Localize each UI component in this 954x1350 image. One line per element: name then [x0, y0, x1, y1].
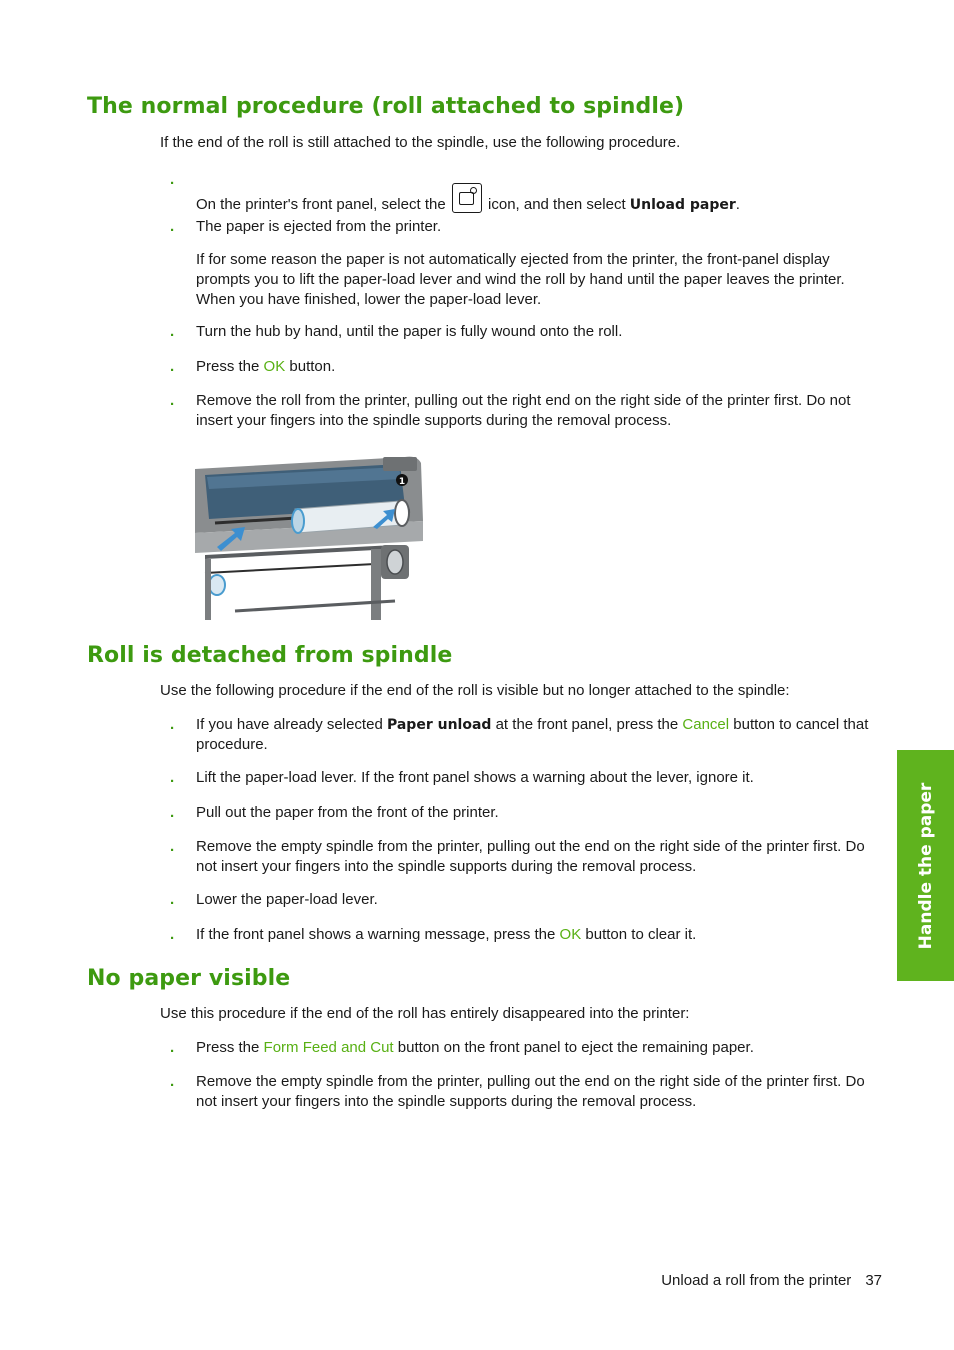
step-detached-6: . If the front panel shows a warning message, press the OK button to clear it. — [170, 926, 697, 943]
form-feed-and-cut-label: Form Feed and Cut — [263, 1039, 394, 1056]
step-normal-5 — [170, 391, 885, 431]
step-nopaper-1: . Press the Form Feed and Cut button on the front panel to eject the remaining paper. — [170, 1039, 754, 1056]
bullet: . — [170, 838, 175, 855]
step-detached-1: . If you have already selected Paper unload at the front panel, press the Cancel button to cancel that procedure. — [170, 716, 869, 753]
step-text: icon, and then select — [488, 196, 626, 213]
step-detached-5 — [170, 890, 885, 910]
step-normal-4: . Press the OK button. — [170, 358, 336, 375]
ok-button-label: OK — [263, 358, 286, 375]
chapter-side-tab[interactable] — [897, 750, 954, 981]
step-note-text: If for some reason the paper is not automatically ejected from the printer, the front-panel display prompts you to lift the paper-load lever and wind the roll by hand until the paper leaves the printer. When you have finished, lower the paper-load lever. — [196, 251, 845, 308]
ok-button-label: OK — [559, 926, 582, 943]
step-text: Turn the hub by hand, until the paper is fully wound onto the roll. — [196, 323, 623, 340]
step-text: The paper is ejected from the printer. — [196, 218, 442, 235]
footer-title: Unload a roll from the printer — [661, 1272, 852, 1289]
intro-no-paper: Use this procedure if the end of the roll has entirely disappeared into the printer: — [160, 1005, 690, 1022]
printer-roll-removal-illustration — [195, 449, 427, 620]
step-text: Remove the roll from the printer, pulling out the right end on the right side of the printer first. Do not insert your fingers into the spindle supports during the removal process. — [196, 392, 851, 429]
step-normal-2 — [170, 217, 885, 237]
bullet: . — [170, 926, 175, 943]
step-text: Pull out the paper from the front of the printer. — [196, 804, 499, 821]
bullet: . — [170, 392, 175, 409]
step-normal-3 — [170, 322, 885, 342]
step-detached-4 — [170, 837, 885, 877]
bullet: . — [170, 323, 175, 340]
paper-unload-label: Paper unload — [386, 717, 492, 733]
bullet: . — [170, 716, 175, 733]
unload-paper-icon — [452, 183, 482, 213]
cancel-button-label: Cancel — [682, 716, 730, 733]
bullet: . — [170, 358, 175, 375]
step-normal-1: . On the printer's front panel, select the icon, and then select Unload paper. — [170, 171, 740, 213]
bullet: . — [170, 1073, 175, 1090]
callout-1: 1 — [398, 477, 406, 487]
step-normal-2-note — [170, 250, 885, 310]
chapter-tab-label: Handle the paper — [915, 782, 936, 949]
heading-roll-detached: Roll is detached from spindle — [87, 643, 453, 668]
bullet: . — [170, 769, 175, 786]
unload-paper-label: Unload paper — [629, 197, 736, 213]
heading-normal-procedure: The normal procedure (roll attached to spindle) — [87, 94, 685, 119]
step-text: Lower the paper-load lever. — [196, 891, 378, 908]
step-text: Lift the paper-load lever. If the front panel shows a warning about the lever, ignore it. — [196, 769, 754, 786]
bullet: . — [170, 218, 175, 235]
step-text: Remove the empty spindle from the printer, pulling out the end on the right side of the printer first. Do not insert your fingers into the spindle supports during the removal process. — [196, 1073, 865, 1110]
heading-no-paper-visible: No paper visible — [87, 966, 291, 991]
bullet: . — [170, 171, 175, 188]
bullet: . — [170, 1039, 175, 1056]
intro-normal: If the end of the roll is still attached to the spindle, use the following procedure. — [160, 134, 681, 151]
step-text: On the printer's front panel, select the — [196, 196, 446, 213]
step-detached-2 — [170, 768, 885, 788]
intro-detached: Use the following procedure if the end of the roll is visible but no longer attached to the spindle: — [160, 682, 790, 699]
bullet: . — [170, 804, 175, 821]
bullet: . — [170, 891, 175, 908]
step-text: Remove the empty spindle from the printer, pulling out the end on the right side of the printer first. Do not insert your fingers into the spindle supports during the removal process. — [196, 838, 865, 875]
step-detached-3 — [170, 803, 885, 823]
page-footer — [661, 1272, 882, 1289]
step-nopaper-2 — [170, 1072, 885, 1112]
page-number: 37 — [865, 1272, 882, 1289]
